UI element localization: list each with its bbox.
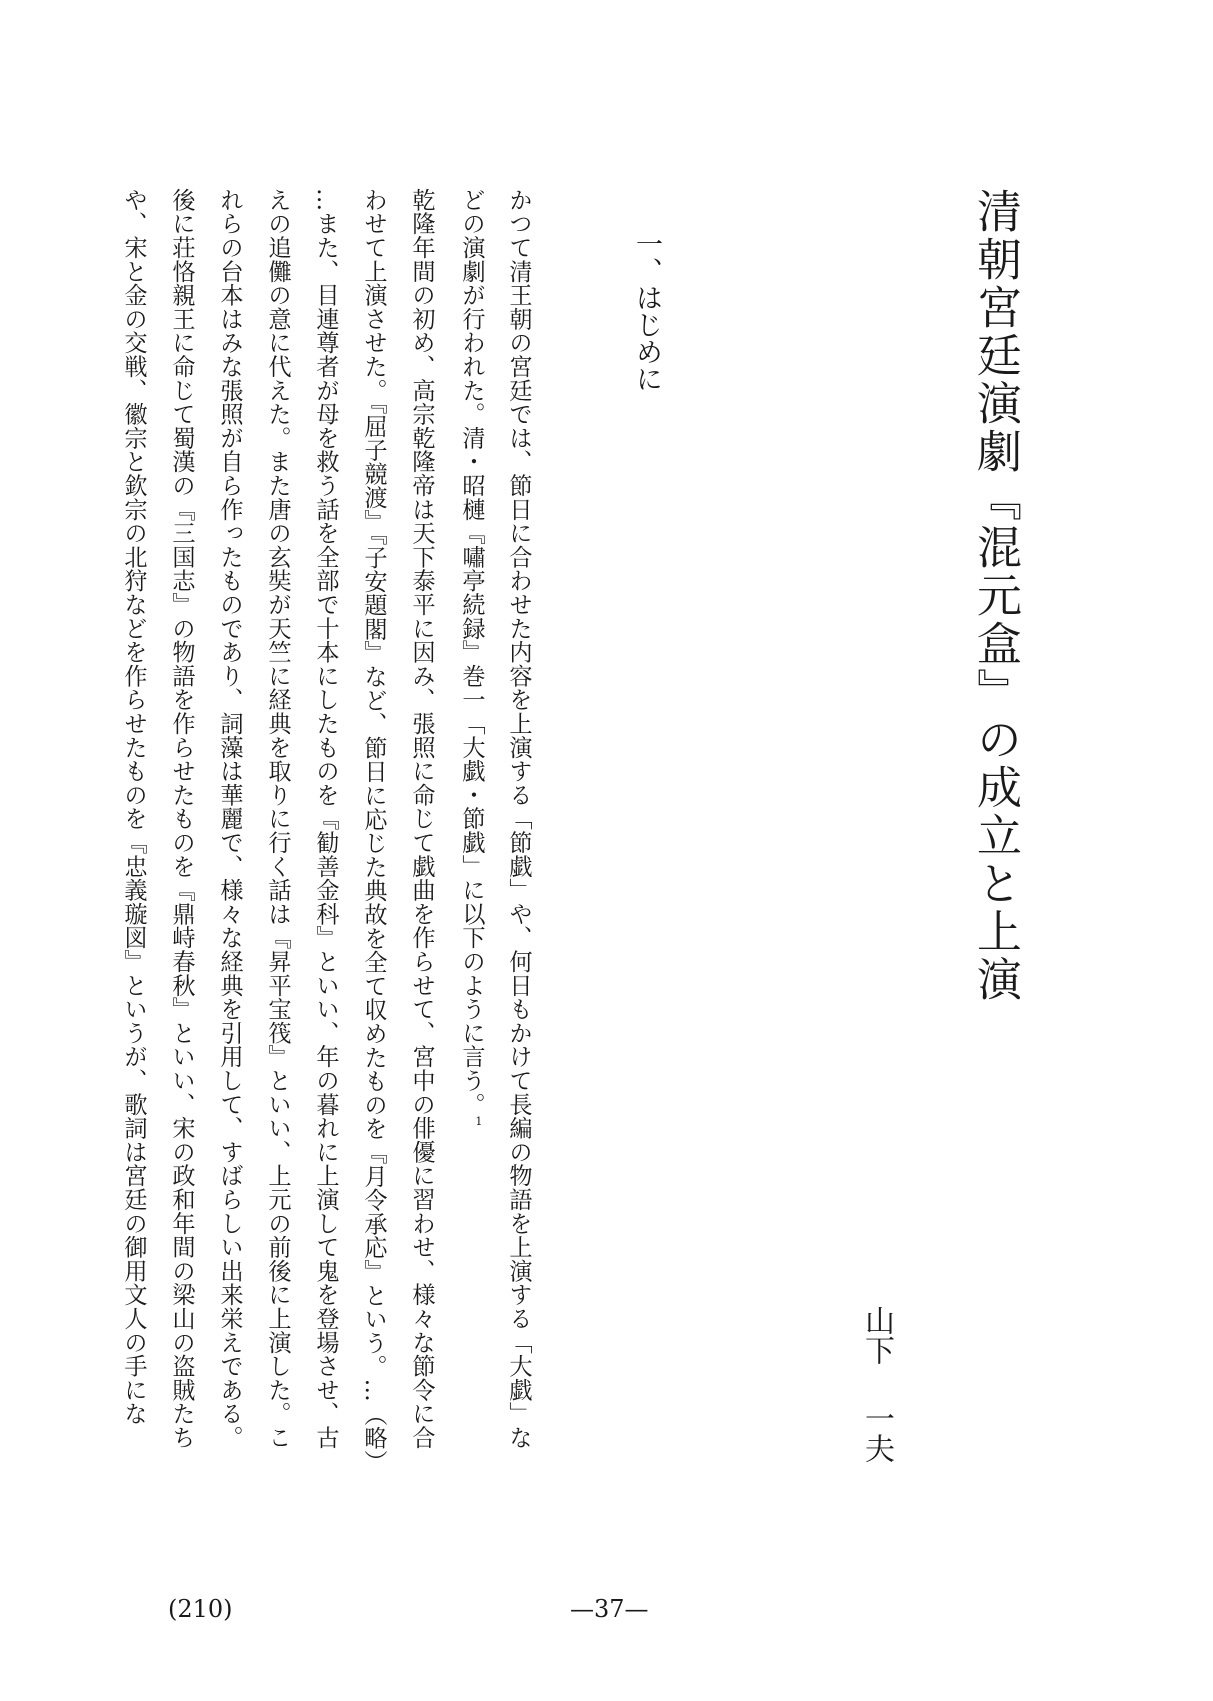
footnote-reference: 1: [475, 1115, 483, 1129]
author-given-name: 一夫: [859, 1403, 894, 1463]
body-line-2: [460, 188, 483, 1127]
body-line-9: や、宋と金の交戦、徽宗と欽宗の北狩などを作らせたものを『忠義璇図』というが、歌詞は宮廷の御用文人の手にな: [120, 188, 147, 1426]
page-number: —37—: [570, 1595, 649, 1623]
body-line-1: かつて清王朝の宮廷では、節日に合わせた内容を上演する「節戯」や、何日もかけて長編の物語を上演する「大戯」な: [505, 188, 532, 1450]
article-title: 清朝宮廷演劇『混元盒』の成立と上演: [969, 188, 1022, 1004]
author-family-name: 山下: [859, 1305, 894, 1365]
body-line-6: えの追儺の意に代えた。また唐の玄奘が天竺に経典を取りに行く話は『昇平宝筏』といい、上元の前後に上演した。こ: [264, 188, 291, 1450]
body-line-5: …また、目連尊者が母を救う話を全部で十本にしたものを『勧善金科』といい、年の暮れに上演して鬼を登場させ、古: [312, 188, 339, 1450]
body-line-3: 乾隆年間の初め、高宗乾隆帝は天下泰平に因み、張照に命じて戯曲を作らせて、宮中の俳優に習わせ、様々な節令に合: [408, 188, 435, 1450]
body-line-7: れらの台本はみな張照が自ら作ったものであり、詞藻は華麗で、様々な経典を引用して、すばらしい出来栄えである。: [216, 188, 243, 1450]
author-name: [859, 1305, 894, 1463]
section-heading: 一、はじめに: [631, 230, 662, 392]
body-line-8: 後に荘恪親王に命じて蜀漢の『三国志』の物語を作らせたものを『鼎峙春秋』といい、宋の政和年間の梁山の盗賊たち: [168, 188, 195, 1450]
body-line-2-text: どの演劇が行われた。清・昭槤『嘯亭続録』巻一「大戯・節戯」に以下のように言う。: [458, 188, 485, 1117]
body-line-4: わせて上演させた。『屈子競渡』『子安題閣』など、節日に応じた典故を全て収めたものを『月令承応』という。…（略）: [360, 188, 387, 1474]
page-folio-left: (210): [168, 1595, 233, 1623]
